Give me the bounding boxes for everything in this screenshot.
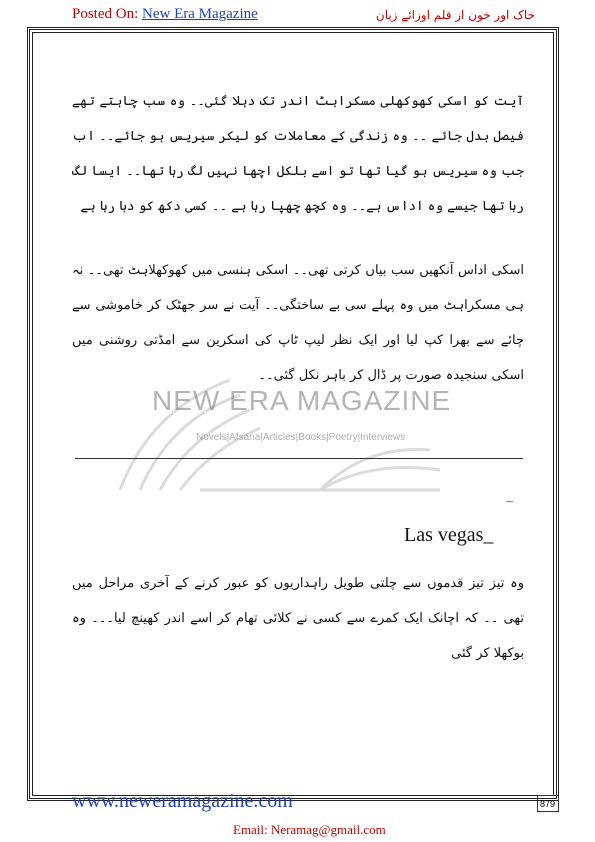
dash-mark: _ bbox=[506, 487, 513, 503]
posted-on-label: Posted On: bbox=[72, 6, 139, 22]
posted-on-header bbox=[72, 6, 258, 23]
watermark-subtitle: Novels|Afsana|Articles|Books|Poetry|Interviews bbox=[196, 432, 406, 443]
novel-title: خاک اور خون از قلم اوزائے زبان bbox=[375, 8, 535, 22]
paragraph-3: وہ تیز تیز قدموں سے چلتی طویل راہداریوں کو عبور کرنے کے آخری مراحل میں تھی ۔۔ کہ اچانک ایک کمرے سے کسی نے کلائی تھام کر اسے اندر کھینچ لیا۔۔۔ وہ بوکھلا کر گئی bbox=[72, 576, 524, 661]
paragraph-1: آیت کو اسکی کھوکھلی مسکراہٹ اندر تک دہلا گئی۔۔ وہ سب چاہتے تھے فیصل بدل جائے ۔۔ وہ زندگی کے معاملات کو لیکر سیریس ہو جائے۔۔ اب جب وہ سیریس ہو گیا تھا تو اسے بلکل اچھا نہیں لگ رہا تھا۔۔ ایسا لگ رہا تھا جیسے وہ اداس ہے۔۔ وہ کچھ چھپا رہا ہے ۔۔ کسی دکھ کو دبا رہا ہے bbox=[72, 94, 524, 214]
page-number: 879 bbox=[537, 795, 559, 812]
website-link[interactable]: www.neweramagazine.com bbox=[72, 790, 293, 812]
section-heading: Las vegas_ bbox=[404, 524, 494, 546]
watermark-title: NEW ERA MAGAZINE bbox=[152, 385, 452, 416]
magazine-link[interactable]: New Era Magazine bbox=[142, 6, 258, 22]
section-divider bbox=[75, 458, 523, 459]
email-address: Email: Neramag@gmail.com bbox=[233, 822, 386, 837]
paragraph-2: اسکی اداس آنکھیں سب بیاں کرتی تھی۔۔ اسکی ہنسی میں کھوکھلاہٹ تھی۔۔ نہ ہی مسکراہٹ میں وہ پہلے سی بے ساختگی۔۔ آیت نے سر جھٹک کر خاموشی سے چائے سے بھرا کپ لیا اور ایک نظر لیپ ٹاپ کی اسکرین سے امڈتی روشنی میں اسکی سنجیدہ صورت پر ڈال کر باہر نکل گئی۔۔ bbox=[72, 263, 524, 383]
